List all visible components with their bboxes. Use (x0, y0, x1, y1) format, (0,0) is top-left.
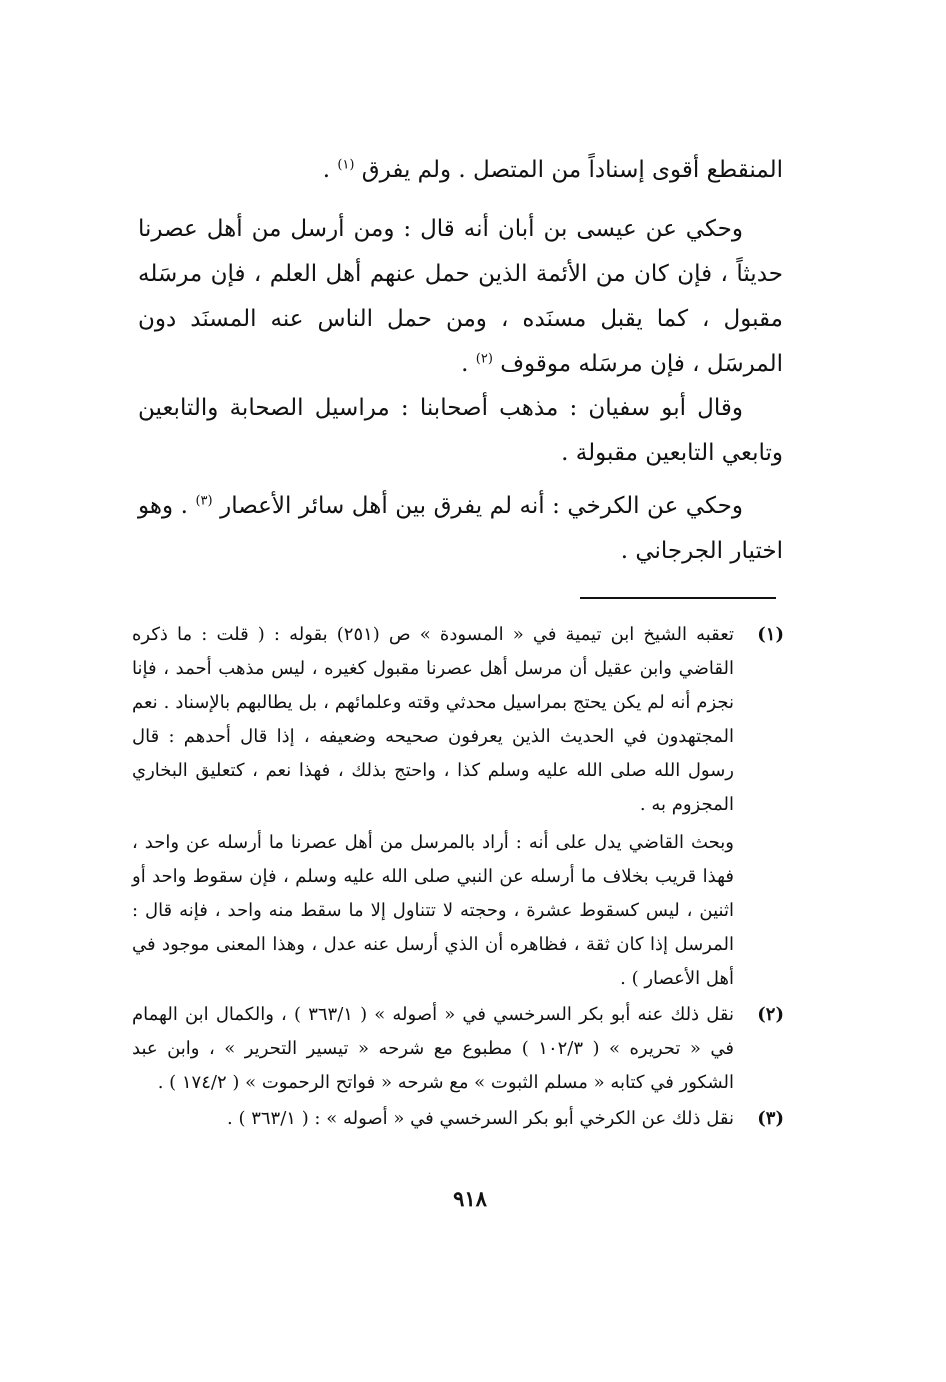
footnote-body (132, 1102, 734, 1136)
paragraph-1-text: المنقطع أقوى إسناداً من المتصل . ولم يفرق (361, 157, 783, 183)
footnote-2 (132, 998, 784, 1100)
footnote-number: (٢) (757, 1004, 784, 1025)
footnote-body (132, 618, 734, 996)
page-number: ٩١٨ (453, 1186, 487, 1211)
footnote-ref-3: (٣) (195, 493, 213, 509)
paragraph-3-text: وقال أبو سفيان : مذهب أصحابنا : مراسيل الصحابة والتابعين وتابعي التابعين مقبولة . (138, 395, 783, 466)
footnote-number: (١) (757, 624, 784, 645)
paragraph-4-text-b: . وهو اختيار الجرجاني . (138, 493, 783, 564)
body-paragraph-1 (138, 148, 783, 193)
footnote-3 (132, 1102, 784, 1136)
footnotes-section (132, 618, 784, 1138)
footnote-text: نقل ذلك عنه أبو بكر السرخسي في « أصوله » ( ٣٦٣/١ ) ، والكمال ابن الهمام في « تحريره » ( ١٠٢/٣ ) مطبوع مع شرحه « تيسير التحرير » ، وابن عبد الشكور في كتابه « مسلم الثبوت » مع شرحه « فواتح الرحموت » ( ١٧٤/٢ ) . (132, 1004, 735, 1093)
paragraph-1-end: . (322, 157, 331, 183)
footnote-text: نقل ذلك عن الكرخي أبو بكر السرخسي في « أصوله » : ( ٣٦٣/١ ) . (227, 1108, 734, 1129)
footnote-body (132, 998, 734, 1100)
footnote-separator (580, 597, 776, 599)
footnote-continuation: وبحث القاضي يدل على أنه : أراد بالمرسل من أهل عصرنا ما أرسله عن واحد ، فهذا قريب بخلاف ما أرسله عن النبي صلى الله عليه وسلم ، فإن سقوط واحد أو اثنين ، ليس كسقوط عشرة ، وحجته لا تتناول إلا ما سقط منه واحد ، فإنه قال : المرسل إذا كان ثقة ، فظاهره أن الذي أرسل عنه عدل ، وهذا المعنى موجود في أهل الأعصار ) . (132, 832, 734, 989)
paragraph-4-text-a: وحكي عن الكرخي : أنه لم يفرق بين أهل سائر الأعصار (220, 493, 743, 519)
footnote-1 (132, 618, 784, 996)
footnote-number: (٣) (757, 1108, 784, 1129)
footnote-ref-1: (١) (337, 157, 355, 173)
body-paragraph-4 (138, 484, 783, 574)
footnote-text: تعقبه الشيخ ابن تيمية في « المسودة » ص (٢٥١) بقوله : ( قلت : ما ذكره القاضي وابن عقيل أن مرسل أهل عصرنا مقبول كغيره ، ليس مذهب أحمد ، فإنا نجزم أنه لم يكن يحتج بمراسيل محدثي وقته وعلمائهم ، بل يطالبهم بالإسناد . نعم المجتهدون في الحديث الذين يعرفون صحيحه وضعيفه ، إذا قال أحدهم : قال رسول الله صلى الله عليه وسلم كذا ، واحتج بذلك ، فهذا نعم ، كتعليق البخاري المجزوم به . (132, 624, 734, 815)
body-paragraph-3 (138, 386, 783, 476)
footnote-ref-2: (٢) (475, 351, 493, 367)
paragraph-2-end: . (461, 351, 469, 377)
paragraph-2-text: وحكي عن عيسى بن أبان أنه قال : ومن أرسل من أهل عصرنا حديثاً ، فإن كان من الأئمة الذين حمل عنهم أهل العلم ، فإن مرسَله مقبول ، كما يقبل مسنَده ، ومن حمل الناس عنه المسنَد دون المرسَل ، فإن مرسَله موقوف (138, 216, 783, 377)
body-paragraph-2 (138, 207, 783, 387)
